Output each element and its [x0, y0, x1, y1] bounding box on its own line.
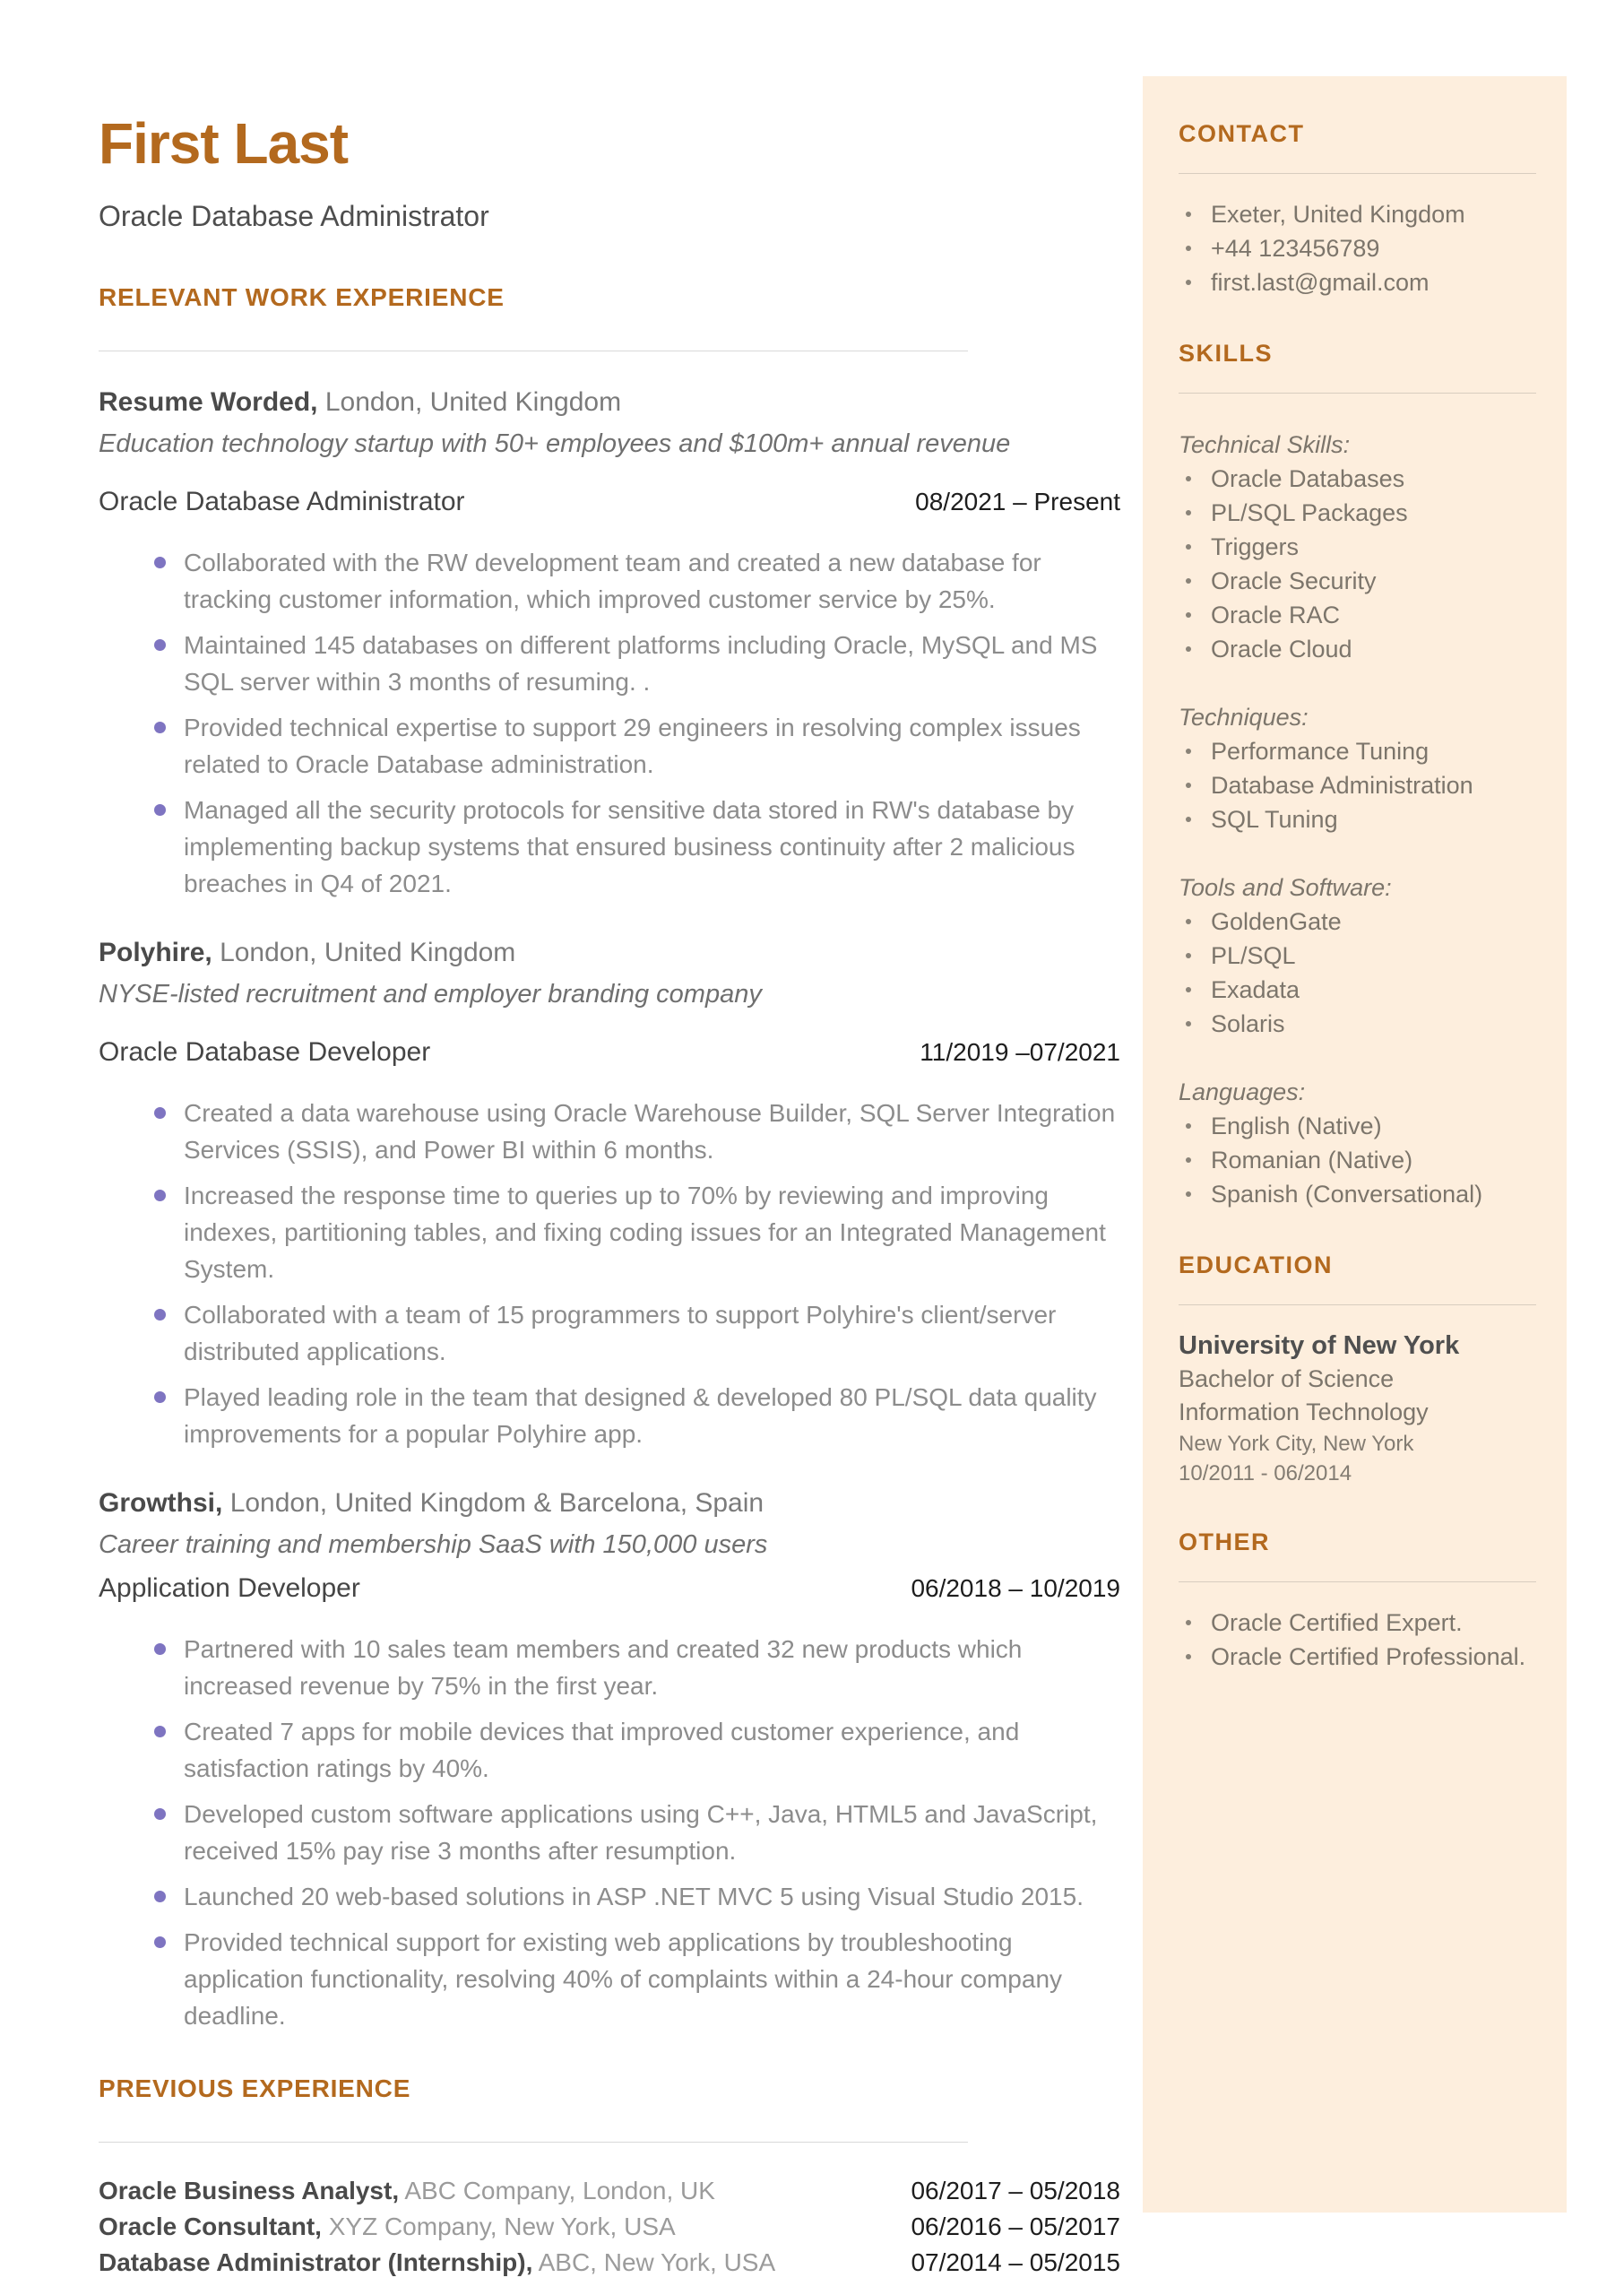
job-role: Application Developer	[99, 1573, 360, 1603]
prev-dates: 07/2014 – 05/2015	[911, 2248, 1120, 2276]
skill-item: English (Native)	[1179, 1109, 1536, 1143]
bullet-item: Partnered with 10 sales team members and created 32 new products which increased revenue by 75% in the first year.	[99, 1631, 1120, 1704]
company-line	[99, 1486, 1120, 1520]
section-heading-work: RELEVANT WORK EXPERIENCE	[99, 283, 505, 311]
job-role: Oracle Database Administrator	[99, 487, 465, 516]
skill-list	[1179, 462, 1536, 666]
job-title-row	[99, 1035, 1120, 1070]
skill-item: Oracle RAC	[1179, 598, 1536, 632]
skill-list	[1179, 905, 1536, 1041]
sidebar-divider	[1179, 173, 1536, 174]
prev-role-org	[99, 2173, 715, 2209]
company-location: London, United Kingdom	[220, 938, 516, 967]
bullet-item: Collaborated with a team of 15 programmers to support Polyhire's client/server distributed applications.	[99, 1296, 1120, 1370]
company-location: London, United Kingdom & Barcelona, Spain	[229, 1488, 764, 1518]
other-heading: OTHER	[1179, 1529, 1270, 1555]
skill-item: Solaris	[1179, 1007, 1536, 1041]
sidebar-section-contact	[1179, 119, 1536, 299]
education-heading: EDUCATION	[1179, 1251, 1333, 1278]
previous-experience-list	[99, 2173, 1120, 2281]
skill-item: PL/SQL Packages	[1179, 496, 1536, 530]
bullet-item: Provided technical support for existing web applications by troubleshooting application functionality, resolving 40% of complaints within a 24-hour company deadline.	[99, 1924, 1120, 2034]
job-title-row	[99, 1572, 1120, 1606]
skill-item: Oracle Cloud	[1179, 632, 1536, 666]
prev-org: ABC Company, London, UK	[404, 2177, 715, 2204]
company-name: Polyhire,	[99, 938, 212, 967]
previous-experience-row	[99, 2209, 1120, 2245]
skill-group-label: Tools and Software:	[1179, 874, 1392, 901]
job-block-growthsi	[99, 1486, 1120, 2034]
previous-experience-row	[99, 2173, 1120, 2209]
prev-dates: 06/2016 – 05/2017	[911, 2213, 1120, 2240]
education-dates: 10/2011 - 06/2014	[1179, 1461, 1352, 1485]
bullet-item: Created 7 apps for mobile devices that improved customer experience, and satisfaction ratings by 40%.	[99, 1713, 1120, 1787]
section-heading-previous: PREVIOUS EXPERIENCE	[99, 2074, 411, 2102]
skill-item: Spanish (Conversational)	[1179, 1177, 1536, 1211]
bullet-item: Created a data warehouse using Oracle Warehouse Builder, SQL Server Integration Services (SSIS), and Power BI within 6 months.	[99, 1095, 1120, 1168]
skill-item: Database Administration	[1179, 768, 1536, 802]
job-bullets	[99, 544, 1120, 902]
skill-group-technical	[1179, 428, 1536, 666]
job-title-row	[99, 485, 1120, 519]
prev-role-org	[99, 2209, 676, 2245]
company-line	[99, 385, 1120, 420]
job-dates: 06/2018 – 10/2019	[911, 1574, 1120, 1602]
skill-group-tools	[1179, 870, 1536, 1041]
bullet-item: Collaborated with the RW development team and created a new database for tracking customer information, which improved customer service by 25%.	[99, 544, 1120, 618]
contact-heading: CONTACT	[1179, 120, 1305, 147]
job-block-resume-worded	[99, 385, 1120, 902]
bullet-item: Managed all the security protocols for sensitive data stored in RW's database by implementing backup systems that ensured business continuity after 2 malicious breaches in Q4 of 2021.	[99, 792, 1120, 902]
job-role: Oracle Database Developer	[99, 1037, 431, 1067]
skill-group-label: Techniques:	[1179, 704, 1309, 731]
education-degree: Bachelor of Science	[1179, 1365, 1395, 1392]
company-name: Resume Worded,	[99, 387, 318, 417]
company-description: Career training and membership SaaS with 150,000 users	[99, 1530, 768, 1559]
contact-item: +44 123456789	[1179, 231, 1536, 265]
skill-list	[1179, 1109, 1536, 1211]
skill-item: Romanian (Native)	[1179, 1143, 1536, 1177]
job-dates: 11/2019 –07/2021	[920, 1038, 1120, 1066]
other-item: Oracle Certified Professional.	[1179, 1640, 1536, 1674]
skill-item: Oracle Security	[1179, 564, 1536, 598]
previous-experience-row	[99, 2245, 1120, 2281]
skill-item: Oracle Databases	[1179, 462, 1536, 496]
skill-item: SQL Tuning	[1179, 802, 1536, 836]
person-title: Oracle Database Administrator	[99, 200, 489, 232]
education-major: Information Technology	[1179, 1399, 1429, 1425]
skill-list	[1179, 734, 1536, 836]
education-location: New York City, New York	[1179, 1432, 1414, 1456]
skill-item: PL/SQL	[1179, 939, 1536, 973]
skill-group-languages	[1179, 1075, 1536, 1211]
sidebar-divider	[1179, 1581, 1536, 1582]
prev-role: Database Administrator (Internship),	[99, 2248, 533, 2276]
job-dates: 08/2021 – Present	[915, 488, 1120, 515]
skill-group-label: Languages:	[1179, 1078, 1306, 1105]
bullet-item: Played leading role in the team that designed & developed 80 PL/SQL data quality improvements for a popular Polyhire app.	[99, 1379, 1120, 1452]
section-divider	[99, 2142, 968, 2143]
company-line	[99, 936, 1120, 970]
sidebar-section-education	[1179, 1251, 1536, 1488]
job-block-polyhire	[99, 936, 1120, 1452]
sidebar-section-other	[1179, 1528, 1536, 1674]
prev-role-org	[99, 2245, 775, 2281]
company-location: London, United Kingdom	[324, 387, 622, 417]
sidebar-divider	[1179, 1304, 1536, 1305]
bullet-item: Developed custom software applications using C++, Java, HTML5 and JavaScript, received 15% pay rise 3 months after resumption.	[99, 1796, 1120, 1869]
sidebar-divider	[1179, 393, 1536, 394]
person-name: First Last	[99, 111, 349, 176]
main-column	[99, 85, 1120, 2281]
prev-dates: 06/2017 – 05/2018	[911, 2177, 1120, 2204]
sidebar-section-skills	[1179, 339, 1536, 1211]
skill-group-label: Technical Skills:	[1179, 431, 1351, 458]
skill-item: Triggers	[1179, 530, 1536, 564]
contact-item: Exeter, United Kingdom	[1179, 197, 1536, 231]
prev-org: XYZ Company, New York, USA	[328, 2213, 676, 2240]
other-item: Oracle Certified Expert.	[1179, 1606, 1536, 1640]
skill-item: Performance Tuning	[1179, 734, 1536, 768]
company-description: Education technology startup with 50+ employees and $100m+ annual revenue	[99, 429, 1011, 458]
bullet-item: Launched 20 web-based solutions in ASP .NET MVC 5 using Visual Studio 2015.	[99, 1878, 1120, 1915]
prev-role: Oracle Consultant,	[99, 2213, 322, 2240]
company-name: Growthsi,	[99, 1488, 223, 1518]
bullet-item: Provided technical expertise to support 29 engineers in resolving complex issues related to Oracle Database administration.	[99, 709, 1120, 783]
prev-org: ABC, New York, USA	[538, 2248, 776, 2276]
bullet-item: Maintained 145 databases on different platforms including Oracle, MySQL and MS SQL server within 3 months of resuming. .	[99, 627, 1120, 700]
skill-group-techniques	[1179, 700, 1536, 836]
job-bullets	[99, 1095, 1120, 1452]
skills-heading: SKILLS	[1179, 340, 1274, 367]
company-description: NYSE-listed recruitment and employer branding company	[99, 980, 762, 1009]
skill-item: GoldenGate	[1179, 905, 1536, 939]
bullet-item: Increased the response time to queries up to 70% by reviewing and improving indexes, partitioning tables, and fixing coding issues for an Integrated Management System.	[99, 1177, 1120, 1287]
skill-item: Exadata	[1179, 973, 1536, 1007]
contact-item: first.last@gmail.com	[1179, 265, 1536, 299]
contact-list	[1179, 197, 1536, 299]
prev-role: Oracle Business Analyst,	[99, 2177, 400, 2204]
sidebar	[1143, 76, 1567, 2213]
job-bullets	[99, 1631, 1120, 2034]
other-list	[1179, 1606, 1536, 1674]
education-school: University of New York	[1179, 1331, 1460, 1360]
